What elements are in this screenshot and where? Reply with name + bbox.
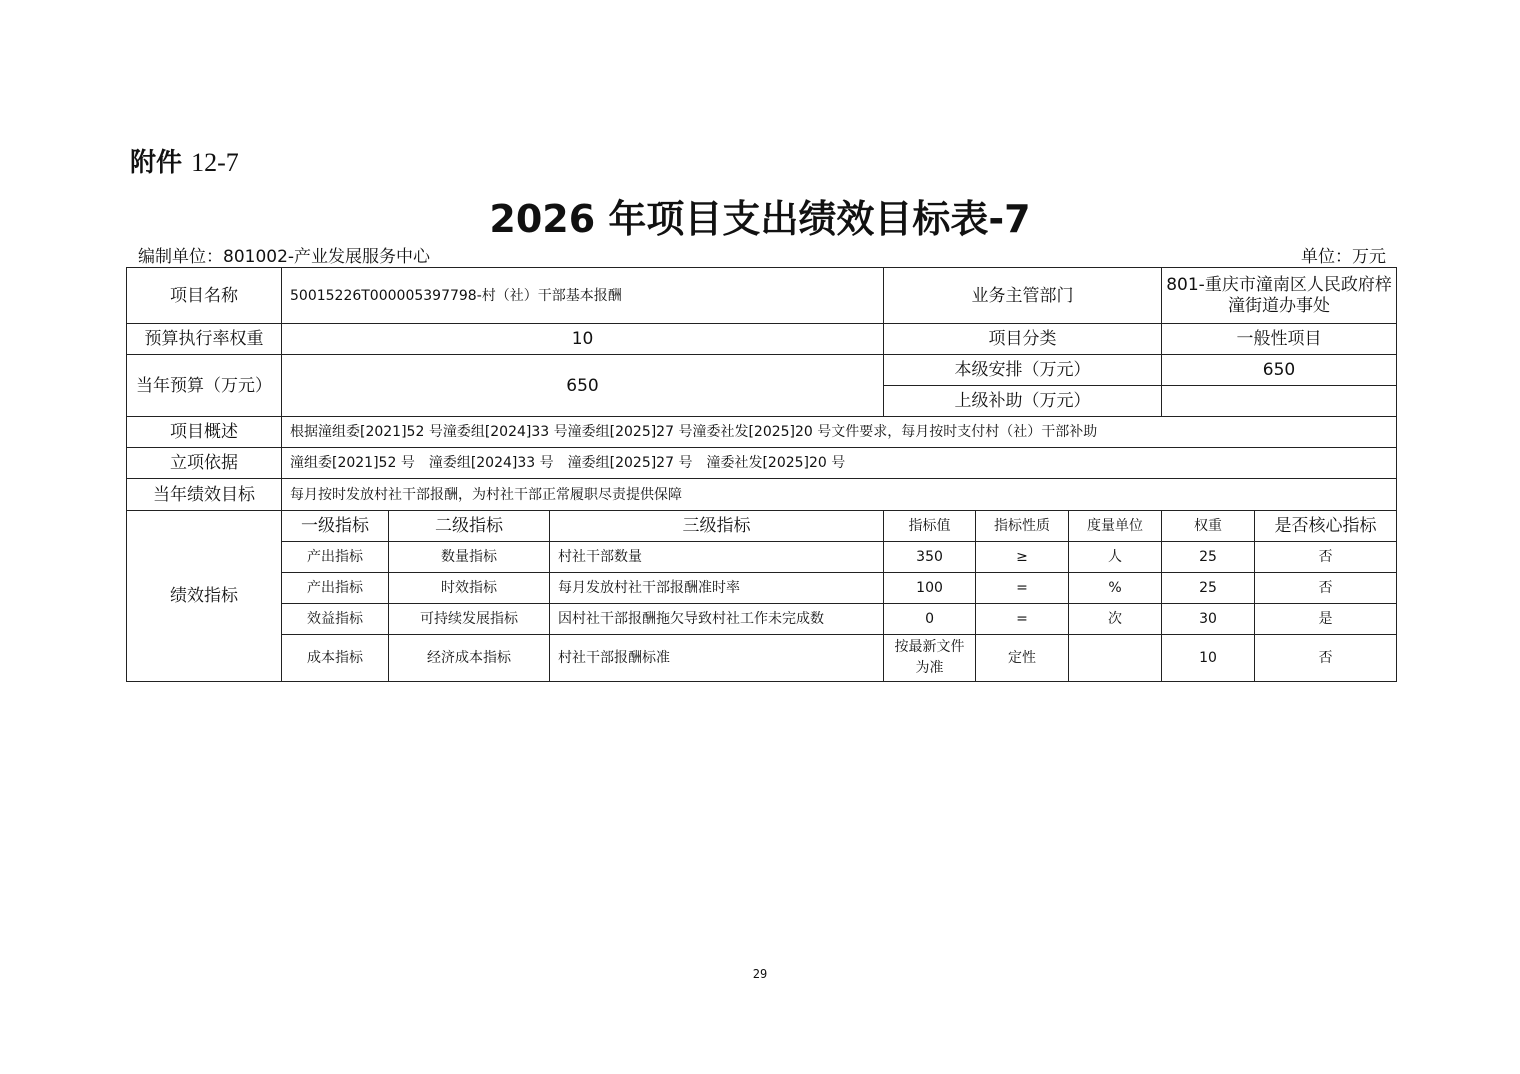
row-weight: 25 <box>1162 573 1255 604</box>
weight-label: 预算执行率权重 <box>127 324 282 355</box>
table-row <box>127 604 1397 635</box>
row-core: 是 <box>1255 604 1397 635</box>
row-level3: 村社干部报酬标准 <box>550 635 884 682</box>
basis-label: 立项依据 <box>127 448 282 479</box>
row-value: 按最新文件为准 <box>884 635 976 682</box>
goal-value: 每月按时发放村社干部报酬，为村社干部正常履职尽责提供保障 <box>282 479 1397 511</box>
header-value: 指标值 <box>884 511 976 542</box>
upper-value <box>1162 386 1397 417</box>
compile-unit: 编制单位：801002-产业发展服务中心 <box>138 247 431 267</box>
row-value: 100 <box>884 573 976 604</box>
row-weight: 10 <box>1162 635 1255 682</box>
header-nature: 指标性质 <box>976 511 1069 542</box>
attachment-prefix: 附件 <box>130 148 183 178</box>
row-unit: % <box>1069 573 1162 604</box>
unit-label: 单位：万元 <box>1301 247 1386 267</box>
table-row <box>127 542 1397 573</box>
budget-label: 当年预算（万元） <box>127 355 282 417</box>
header-level3: 三级指标 <box>550 511 884 542</box>
table-row <box>127 573 1397 604</box>
row-budget <box>127 355 1397 386</box>
row-unit <box>1069 635 1162 682</box>
row-unit: 人 <box>1069 542 1162 573</box>
local-label: 本级安排（万元） <box>884 355 1162 386</box>
row-weight: 25 <box>1162 542 1255 573</box>
row-unit: 次 <box>1069 604 1162 635</box>
indicator-header-row <box>127 511 1397 542</box>
row-level2: 经济成本指标 <box>389 635 550 682</box>
header-level2: 二级指标 <box>389 511 550 542</box>
overview-label: 项目概述 <box>127 417 282 448</box>
row-level1: 产出指标 <box>282 573 389 604</box>
row-level3: 村社干部数量 <box>550 542 884 573</box>
attachment-number: 12-7 <box>191 148 239 177</box>
table-row <box>127 635 1397 682</box>
row-level1: 产出指标 <box>282 542 389 573</box>
row-level2: 可持续发展指标 <box>389 604 550 635</box>
row-value: 350 <box>884 542 976 573</box>
row-basis <box>127 448 1397 479</box>
local-value: 650 <box>1162 355 1397 386</box>
basis-value: 潼组委[2021]52 号 潼委组[2024]33 号 潼委组[2025]27 号 潼委社发[2025]20 号 <box>282 448 1397 479</box>
row-core: 否 <box>1255 573 1397 604</box>
budget-value: 650 <box>282 355 884 417</box>
row-core: 否 <box>1255 635 1397 682</box>
attachment-label <box>130 142 239 179</box>
dept-label: 业务主管部门 <box>884 268 1162 324</box>
row-nature: = <box>976 573 1069 604</box>
category-label: 项目分类 <box>884 324 1162 355</box>
row-core: 否 <box>1255 542 1397 573</box>
row-level1: 成本指标 <box>282 635 389 682</box>
row-project-name <box>127 268 1397 324</box>
row-level2: 数量指标 <box>389 542 550 573</box>
header-core: 是否核心指标 <box>1255 511 1397 542</box>
project-name-value: 50015226T000005397798-村（社）干部基本报酬 <box>282 268 884 324</box>
category-value: 一般性项目 <box>1162 324 1397 355</box>
performance-table <box>126 267 1397 682</box>
row-weight <box>127 324 1397 355</box>
row-level3: 因村社干部报酬拖欠导致村社工作未完成数 <box>550 604 884 635</box>
header-unit: 度量单位 <box>1069 511 1162 542</box>
row-overview <box>127 417 1397 448</box>
project-name-label: 项目名称 <box>127 268 282 324</box>
row-value: 0 <box>884 604 976 635</box>
indicators-section-label: 绩效指标 <box>127 511 282 682</box>
row-nature: 定性 <box>976 635 1069 682</box>
header-weight: 权重 <box>1162 511 1255 542</box>
dept-value: 801-重庆市潼南区人民政府梓潼街道办事处 <box>1162 268 1397 324</box>
page-number: 29 <box>752 967 768 981</box>
overview-value: 根据潼组委[2021]52 号潼委组[2024]33 号潼委组[2025]27 号潼委社发[2025]20 号文件要求，每月按时支付村（社）干部补助 <box>282 417 1397 448</box>
weight-value: 10 <box>282 324 884 355</box>
upper-label: 上级补助（万元） <box>884 386 1162 417</box>
row-weight: 30 <box>1162 604 1255 635</box>
row-nature: ≥ <box>976 542 1069 573</box>
row-goal <box>127 479 1397 511</box>
row-level3: 每月发放村社干部报酬准时率 <box>550 573 884 604</box>
row-level1: 效益指标 <box>282 604 389 635</box>
goal-label: 当年绩效目标 <box>127 479 282 511</box>
header-level1: 一级指标 <box>282 511 389 542</box>
row-level2: 时效指标 <box>389 573 550 604</box>
page-title: 2026 年项目支出绩效目标表-7 <box>489 197 1031 241</box>
row-nature: = <box>976 604 1069 635</box>
